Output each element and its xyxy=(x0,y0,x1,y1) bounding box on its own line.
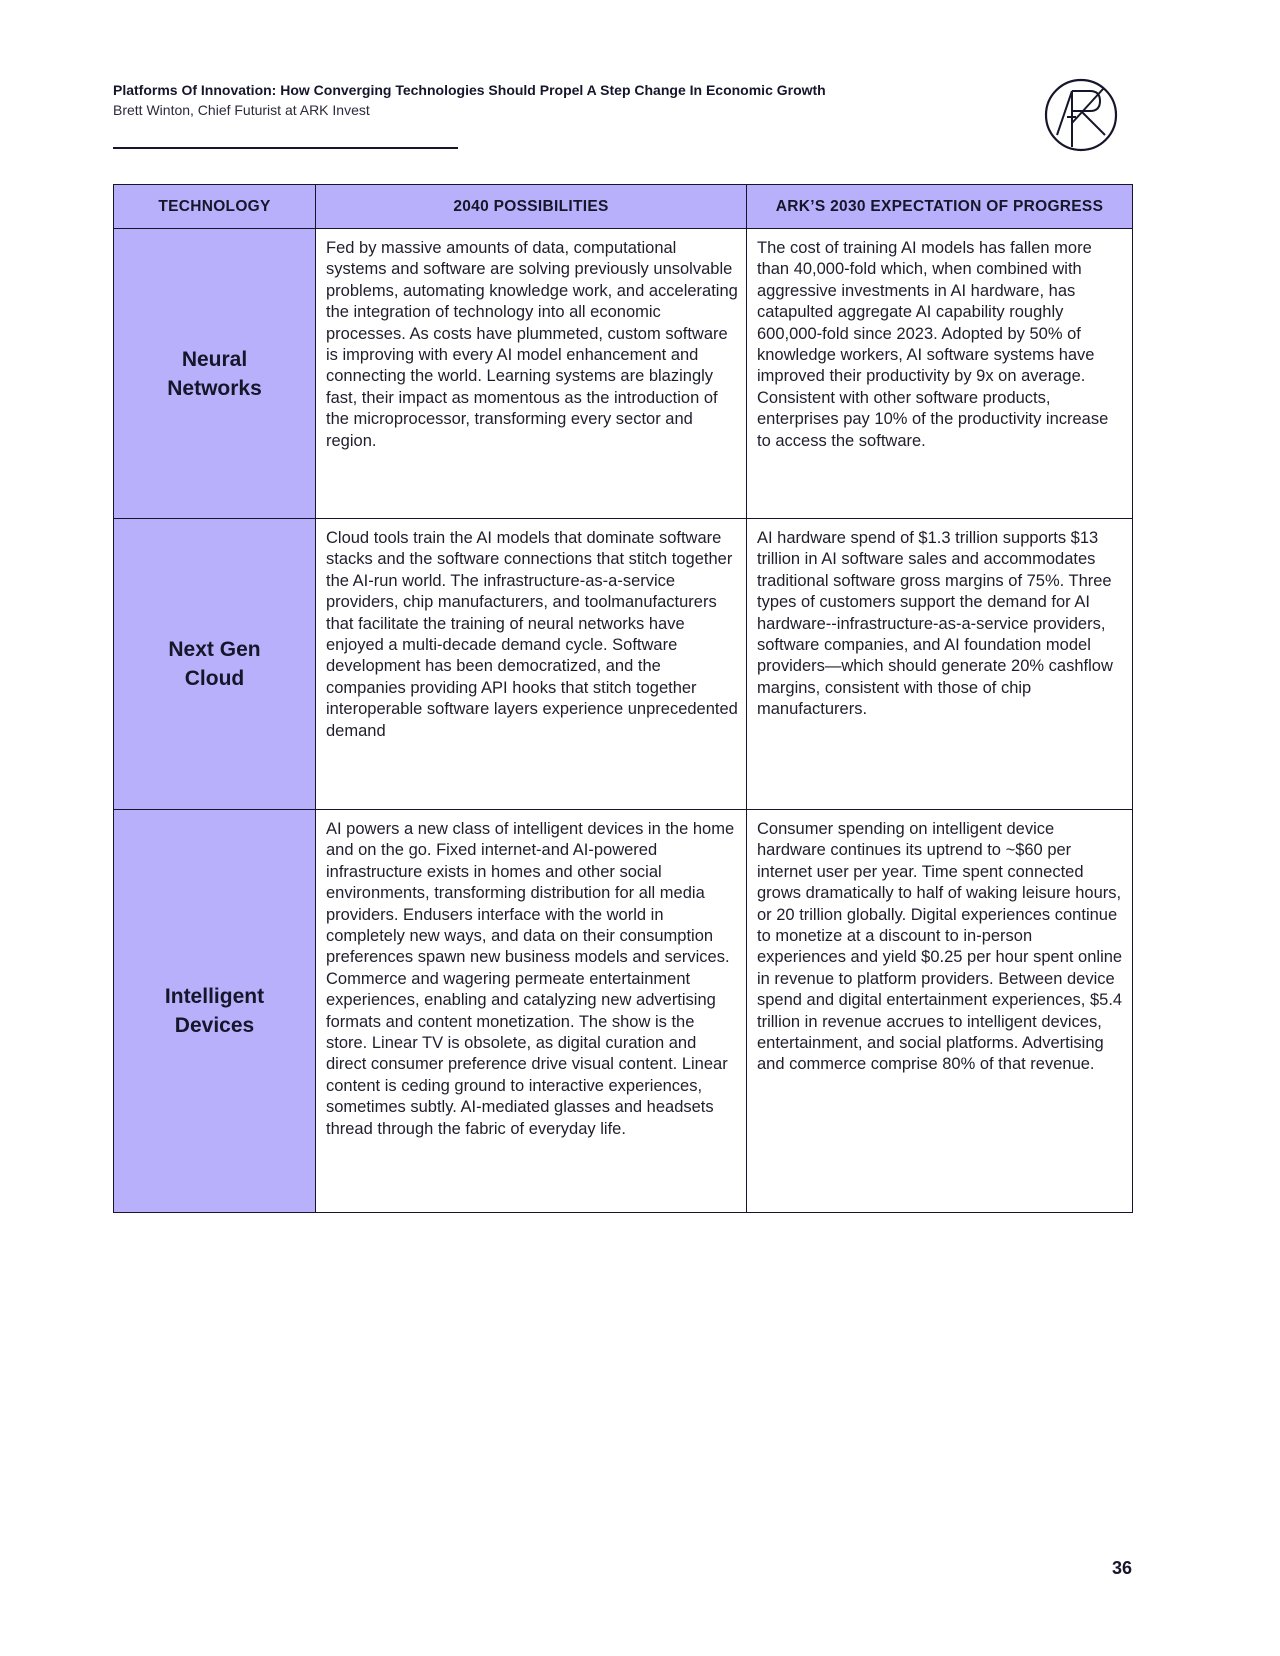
expectation-cell: AI hardware spend of $1.3 trillion supports $13 trillion in AI software sales and accommodates traditional software gross margins of 75%. Three types of customers support the demand for AI hardware--infrastructure-as-a-service providers, software companies, and AI foundation model providers—which should generate 20% cashflow margins, consistent with those of chip manufacturers. xyxy=(747,519,1133,810)
column-header-2030-expectation: ARK’S 2030 EXPECTATION OF PROGRESS xyxy=(747,185,1133,229)
column-header-2040-possibilities: 2040 POSSIBILITIES xyxy=(316,185,747,229)
expectation-cell: The cost of training AI models has fallen more than 40,000-fold which, when combined with aggressive investments in AI hardware, has catapulted aggregate AI capability roughly 600,000-fold since 2023. Adopted by 50% of knowledge workers, AI software systems have improved their productivity by 9x on average. Consistent with other software products, enterprises pay 10% of the productivity increase to access the software. xyxy=(747,229,1133,519)
table-row xyxy=(114,810,1133,1213)
technology-name: Intelligent Devices xyxy=(164,985,265,1037)
column-header-technology: TECHNOLOGY xyxy=(114,185,316,229)
possibilities-cell: Fed by massive amounts of data, computational systems and software are solving previously unsolvable problems, automating knowledge work, and accelerating the integration of technology into all economic processes. As costs have plummeted, custom software is improving with every AI model enhancement and connecting the world. Learning systems are blazingly fast, their impact as momentous as the introduction of the microprocessor, transforming every sector and region. xyxy=(316,229,747,519)
possibilities-cell: Cloud tools train the AI models that dominate software stacks and the software connections that stitch together the AI-run world. The infrastructure-as-a-service providers, chip manufacturers, and toolmanufacturers that facilitate the training of neural networks have enjoyed a multi-decade demand cycle. Software development has been democratized, and the companies providing API hooks that stitch together interoperable software layers experience unprecedented demand xyxy=(316,519,747,810)
document-author: Brett Winton, Chief Futurist at ARK Invest xyxy=(113,102,370,118)
header-divider xyxy=(113,147,458,149)
expectation-cell: Consumer spending on intelligent device hardware continues its uptrend to ~$60 per internet user per year. Time spent connected grows dramatically to half of waking leisure hours, or 20 trillion globally. Digital experiences continue to monetize at a discount to in-person experiences and yield $0.25 per hour spent online in revenue to platform providers. Between device spend and digital entertainment experiences, $5.4 trillion in revenue accrues to intelligent devices, entertainment, and social platforms. Advertising and commerce comprise 80% of that revenue. xyxy=(747,810,1133,1213)
ark-logo-icon xyxy=(1043,77,1119,153)
document-header xyxy=(113,80,973,120)
technology-name: Neural Networks xyxy=(167,347,262,400)
table-row xyxy=(114,229,1133,519)
technology-cell xyxy=(114,810,316,1213)
page-number: 36 xyxy=(1111,1558,1132,1578)
technology-cell xyxy=(114,519,316,810)
possibilities-cell: AI powers a new class of intelligent devices in the home and on the go. Fixed internet-and AI-powered infrastructure exists in homes and other social environments, transforming distribution for all media providers. Endusers interface with the world in completely new ways, and data on their consumption preferences spawn new business models and services. Commerce and wagering permeate entertainment experiences, enabling and catalyzing new advertising formats and content monetization. The show is the store. Linear TV is obsolete, as digital curation and direct consumer preference drive visual content. Linear content is ceding ground to interactive experiences, sometimes subtly. AI-mediated glasses and headsets thread through the fabric of everyday life. xyxy=(316,810,747,1213)
table-row xyxy=(114,519,1133,810)
technology-name: Next Gen Cloud xyxy=(168,638,261,690)
table-header-row xyxy=(114,185,1133,229)
document-title: Platforms Of Innovation: How Converging Technologies Should Propel A Step Change In Economic Growth xyxy=(113,82,826,98)
technology-cell xyxy=(114,229,316,519)
technology-table xyxy=(113,184,1133,1213)
